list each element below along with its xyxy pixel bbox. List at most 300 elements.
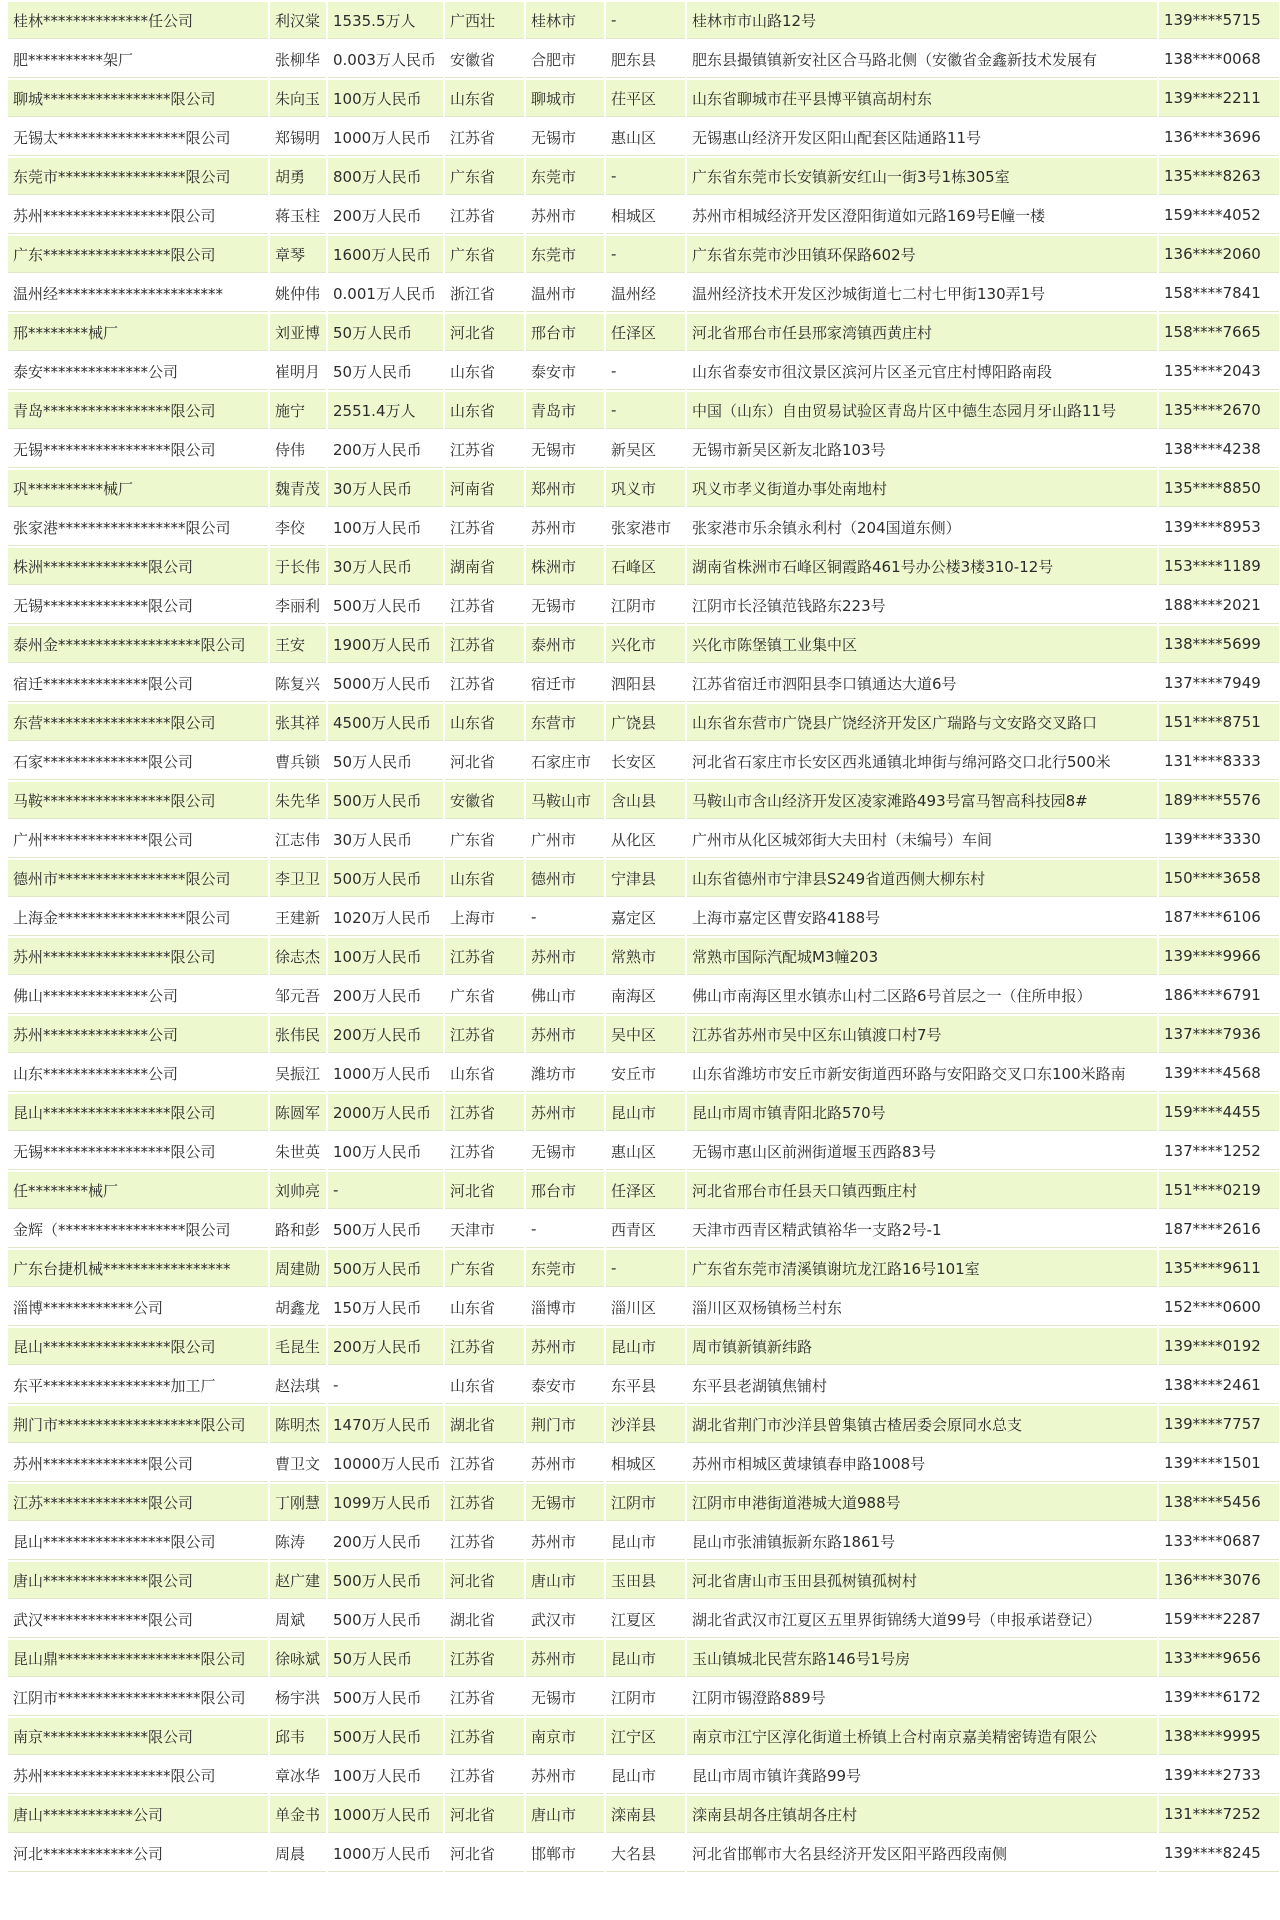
table-row bbox=[8, 41, 1279, 78]
phone-cell: 186****6791 bbox=[1159, 977, 1279, 1014]
province-cell: 山东省 bbox=[445, 80, 524, 117]
district-cell: 昆山市 bbox=[606, 1640, 685, 1677]
registered-capital-cell: 0.001万人民币 bbox=[328, 275, 443, 312]
registered-capital-cell: 30万人民币 bbox=[328, 548, 443, 585]
city-cell: 无锡市 bbox=[526, 431, 604, 468]
legal-rep-cell: 刘帅亮 bbox=[270, 1172, 326, 1209]
company-name-cell: 东营*****************限公司 bbox=[8, 704, 268, 741]
table-row bbox=[8, 1289, 1279, 1326]
table-row bbox=[8, 1796, 1279, 1833]
district-cell: 沙洋县 bbox=[606, 1406, 685, 1443]
city-cell: 无锡市 bbox=[526, 1133, 604, 1170]
table-row bbox=[8, 1562, 1279, 1599]
legal-rep-cell: 胡鑫龙 bbox=[270, 1289, 326, 1326]
city-cell: 苏州市 bbox=[526, 938, 604, 975]
registered-capital-cell: 1600万人民币 bbox=[328, 236, 443, 273]
province-cell: 江苏省 bbox=[445, 626, 524, 663]
phone-cell: 133****9656 bbox=[1159, 1640, 1279, 1677]
company-name-cell: 昆山*****************限公司 bbox=[8, 1094, 268, 1131]
address-cell: 湖南省株洲市石峰区铜霞路461号办公楼3楼310-12号 bbox=[687, 548, 1157, 585]
company-name-cell: 江苏**************限公司 bbox=[8, 1484, 268, 1521]
legal-rep-cell: 朱世英 bbox=[270, 1133, 326, 1170]
district-cell: 大名县 bbox=[606, 1835, 685, 1872]
province-cell: 江苏省 bbox=[445, 1133, 524, 1170]
address-cell: 周市镇新镇新纬路 bbox=[687, 1328, 1157, 1365]
company-name-cell: 广州**************限公司 bbox=[8, 821, 268, 858]
district-cell: 东平县 bbox=[606, 1367, 685, 1404]
registered-capital-cell: 100万人民币 bbox=[328, 80, 443, 117]
district-cell: - bbox=[606, 392, 685, 429]
table-row bbox=[8, 1055, 1279, 1092]
table-row bbox=[8, 899, 1279, 936]
company-name-cell: 南京**************限公司 bbox=[8, 1718, 268, 1755]
registered-capital-cell: 800万人民币 bbox=[328, 158, 443, 195]
legal-rep-cell: 路和彭 bbox=[270, 1211, 326, 1248]
company-name-cell: 桂林**************任公司 bbox=[8, 2, 268, 39]
legal-rep-cell: 邱韦 bbox=[270, 1718, 326, 1755]
legal-rep-cell: 蒋玉柱 bbox=[270, 197, 326, 234]
city-cell: 郑州市 bbox=[526, 470, 604, 507]
city-cell: 淄博市 bbox=[526, 1289, 604, 1326]
phone-cell: 137****1252 bbox=[1159, 1133, 1279, 1170]
phone-cell: 139****0192 bbox=[1159, 1328, 1279, 1365]
phone-cell: 151****8751 bbox=[1159, 704, 1279, 741]
province-cell: 江苏省 bbox=[445, 938, 524, 975]
city-cell: 泰安市 bbox=[526, 1367, 604, 1404]
province-cell: 安徽省 bbox=[445, 41, 524, 78]
registered-capital-cell: 1020万人民币 bbox=[328, 899, 443, 936]
company-name-cell: 昆山*****************限公司 bbox=[8, 1523, 268, 1560]
address-cell: 河北省邢台市任县邢家湾镇西黄庄村 bbox=[687, 314, 1157, 351]
registered-capital-cell: 1000万人民币 bbox=[328, 1796, 443, 1833]
address-cell: 江阴市锡澄路889号 bbox=[687, 1679, 1157, 1716]
province-cell: 广东省 bbox=[445, 1250, 524, 1287]
province-cell: 江苏省 bbox=[445, 1718, 524, 1755]
address-cell: 河北省邯郸市大名县经济开发区阳平路西段南侧 bbox=[687, 1835, 1157, 1872]
table-row bbox=[8, 1016, 1279, 1053]
company-name-cell: 唐山**************限公司 bbox=[8, 1562, 268, 1599]
address-cell: 河北省石家庄市长安区西兆通镇北坤街与绵河路交口北行500米 bbox=[687, 743, 1157, 780]
city-cell: 武汉市 bbox=[526, 1601, 604, 1638]
table-row bbox=[8, 431, 1279, 468]
address-cell: 苏州市相城经济开发区澄阳街道如元路169号E幢一楼 bbox=[687, 197, 1157, 234]
legal-rep-cell: 曹卫文 bbox=[270, 1445, 326, 1482]
table-row bbox=[8, 1133, 1279, 1170]
legal-rep-cell: 赵广建 bbox=[270, 1562, 326, 1599]
district-cell: 任泽区 bbox=[606, 314, 685, 351]
province-cell: 河北省 bbox=[445, 1835, 524, 1872]
table-row bbox=[8, 119, 1279, 156]
province-cell: 江苏省 bbox=[445, 1757, 524, 1794]
city-cell: 聊城市 bbox=[526, 80, 604, 117]
city-cell: 潍坊市 bbox=[526, 1055, 604, 1092]
legal-rep-cell: 陈明杰 bbox=[270, 1406, 326, 1443]
legal-rep-cell: 胡勇 bbox=[270, 158, 326, 195]
phone-cell: 135****2670 bbox=[1159, 392, 1279, 429]
legal-rep-cell: 陈涛 bbox=[270, 1523, 326, 1560]
phone-cell: 139****8245 bbox=[1159, 1835, 1279, 1872]
company-name-cell: 泰安**************公司 bbox=[8, 353, 268, 390]
district-cell: - bbox=[606, 236, 685, 273]
address-cell: 昆山市张浦镇振新东路1861号 bbox=[687, 1523, 1157, 1560]
phone-cell: 136****3076 bbox=[1159, 1562, 1279, 1599]
legal-rep-cell: 朱先华 bbox=[270, 782, 326, 819]
district-cell: 含山县 bbox=[606, 782, 685, 819]
city-cell: 德州市 bbox=[526, 860, 604, 897]
registered-capital-cell: 500万人民币 bbox=[328, 587, 443, 624]
table-row bbox=[8, 743, 1279, 780]
city-cell: 广州市 bbox=[526, 821, 604, 858]
legal-rep-cell: 陈圆军 bbox=[270, 1094, 326, 1131]
city-cell: - bbox=[526, 1211, 604, 1248]
legal-rep-cell: 徐咏斌 bbox=[270, 1640, 326, 1677]
city-cell: 苏州市 bbox=[526, 1328, 604, 1365]
province-cell: 山东省 bbox=[445, 704, 524, 741]
company-name-cell: 张家港*****************限公司 bbox=[8, 509, 268, 546]
legal-rep-cell: 毛昆生 bbox=[270, 1328, 326, 1365]
district-cell: - bbox=[606, 353, 685, 390]
province-cell: 河南省 bbox=[445, 470, 524, 507]
address-cell: 江阴市长泾镇范钱路东223号 bbox=[687, 587, 1157, 624]
province-cell: 河北省 bbox=[445, 1172, 524, 1209]
city-cell: 温州市 bbox=[526, 275, 604, 312]
table-row bbox=[8, 626, 1279, 663]
company-name-cell: 武汉**************限公司 bbox=[8, 1601, 268, 1638]
registered-capital-cell: 1000万人民币 bbox=[328, 119, 443, 156]
legal-rep-cell: 刘亚博 bbox=[270, 314, 326, 351]
company-name-cell: 上海金*****************限公司 bbox=[8, 899, 268, 936]
registered-capital-cell: 500万人民币 bbox=[328, 782, 443, 819]
address-cell: 江苏省宿迁市泗阳县李口镇通达大道6号 bbox=[687, 665, 1157, 702]
company-name-cell: 无锡太*****************限公司 bbox=[8, 119, 268, 156]
registered-capital-cell: 1099万人民币 bbox=[328, 1484, 443, 1521]
registered-capital-cell: 50万人民币 bbox=[328, 314, 443, 351]
company-name-cell: 苏州**************限公司 bbox=[8, 1445, 268, 1482]
city-cell: 宿迁市 bbox=[526, 665, 604, 702]
legal-rep-cell: 利汉棠 bbox=[270, 2, 326, 39]
address-cell: 山东省聊城市茌平县博平镇高胡村东 bbox=[687, 80, 1157, 117]
address-cell: 河北省邢台市任县天口镇西甄庄村 bbox=[687, 1172, 1157, 1209]
legal-rep-cell: 周斌 bbox=[270, 1601, 326, 1638]
table-row bbox=[8, 80, 1279, 117]
legal-rep-cell: 张其祥 bbox=[270, 704, 326, 741]
registered-capital-cell: 2551.4万人 bbox=[328, 392, 443, 429]
company-name-cell: 荆门市*******************限公司 bbox=[8, 1406, 268, 1443]
phone-cell: 189****5576 bbox=[1159, 782, 1279, 819]
address-cell: 淄川区双杨镇杨兰村东 bbox=[687, 1289, 1157, 1326]
province-cell: 天津市 bbox=[445, 1211, 524, 1248]
phone-cell: 139****2211 bbox=[1159, 80, 1279, 117]
address-cell: 张家港市乐余镇永利村（204国道东侧） bbox=[687, 509, 1157, 546]
table-row bbox=[8, 1757, 1279, 1794]
company-table-body bbox=[8, 2, 1279, 1872]
legal-rep-cell: 张柳华 bbox=[270, 41, 326, 78]
city-cell: 无锡市 bbox=[526, 119, 604, 156]
registered-capital-cell: - bbox=[328, 1172, 443, 1209]
address-cell: 河北省唐山市玉田县孤树镇孤树村 bbox=[687, 1562, 1157, 1599]
province-cell: 江苏省 bbox=[445, 587, 524, 624]
province-cell: 广西壮 bbox=[445, 2, 524, 39]
address-cell: 巩义市孝义街道办事处南地村 bbox=[687, 470, 1157, 507]
address-cell: 广东省东莞市长安镇新安红山一街3号1栋305室 bbox=[687, 158, 1157, 195]
city-cell: 唐山市 bbox=[526, 1796, 604, 1833]
legal-rep-cell: 丁刚慧 bbox=[270, 1484, 326, 1521]
legal-rep-cell: 王建新 bbox=[270, 899, 326, 936]
legal-rep-cell: 周建勋 bbox=[270, 1250, 326, 1287]
phone-cell: 139****5715 bbox=[1159, 2, 1279, 39]
address-cell: 山东省东营市广饶县广饶经济开发区广瑞路与文安路交叉路口 bbox=[687, 704, 1157, 741]
address-cell: 山东省潍坊市安丘市新安街道西环路与安阳路交叉口东100米路南 bbox=[687, 1055, 1157, 1092]
registered-capital-cell: 1535.5万人 bbox=[328, 2, 443, 39]
province-cell: 江苏省 bbox=[445, 509, 524, 546]
district-cell: 相城区 bbox=[606, 197, 685, 234]
district-cell: 嘉定区 bbox=[606, 899, 685, 936]
table-row bbox=[8, 1367, 1279, 1404]
city-cell: 荆门市 bbox=[526, 1406, 604, 1443]
city-cell: 苏州市 bbox=[526, 197, 604, 234]
table-row bbox=[8, 1094, 1279, 1131]
phone-cell: 139****9966 bbox=[1159, 938, 1279, 975]
company-name-cell: 邢********械厂 bbox=[8, 314, 268, 351]
phone-cell: 135****2043 bbox=[1159, 353, 1279, 390]
address-cell: 江苏省苏州市吴中区东山镇渡口村7号 bbox=[687, 1016, 1157, 1053]
company-name-cell: 唐山************公司 bbox=[8, 1796, 268, 1833]
company-name-cell: 马鞍*****************限公司 bbox=[8, 782, 268, 819]
city-cell: 苏州市 bbox=[526, 1094, 604, 1131]
district-cell: 西青区 bbox=[606, 1211, 685, 1248]
phone-cell: 138****2461 bbox=[1159, 1367, 1279, 1404]
city-cell: 苏州市 bbox=[526, 1445, 604, 1482]
phone-cell: 159****4052 bbox=[1159, 197, 1279, 234]
registered-capital-cell: 0.003万人民币 bbox=[328, 41, 443, 78]
province-cell: 江苏省 bbox=[445, 1094, 524, 1131]
registered-capital-cell: 100万人民币 bbox=[328, 938, 443, 975]
province-cell: 江苏省 bbox=[445, 1016, 524, 1053]
province-cell: 江苏省 bbox=[445, 1640, 524, 1677]
address-cell: 广东省东莞市沙田镇环保路602号 bbox=[687, 236, 1157, 273]
table-row bbox=[8, 938, 1279, 975]
registered-capital-cell: 200万人民币 bbox=[328, 1328, 443, 1365]
city-cell: 无锡市 bbox=[526, 587, 604, 624]
address-cell: 中国（山东）自由贸易试验区青岛片区中德生态园月牙山路11号 bbox=[687, 392, 1157, 429]
address-cell: 湖北省武汉市江夏区五里界街锦绣大道99号（申报承诺登记） bbox=[687, 1601, 1157, 1638]
district-cell: 广饶县 bbox=[606, 704, 685, 741]
company-name-cell: 东平*****************加工厂 bbox=[8, 1367, 268, 1404]
city-cell: 泰州市 bbox=[526, 626, 604, 663]
address-cell: 昆山市周市镇许龚路99号 bbox=[687, 1757, 1157, 1794]
registered-capital-cell: 200万人民币 bbox=[328, 1523, 443, 1560]
province-cell: 山东省 bbox=[445, 1367, 524, 1404]
phone-cell: 158****7665 bbox=[1159, 314, 1279, 351]
address-cell: 滦南县胡各庄镇胡各庄村 bbox=[687, 1796, 1157, 1833]
phone-cell: 135****9611 bbox=[1159, 1250, 1279, 1287]
district-cell: 茌平区 bbox=[606, 80, 685, 117]
city-cell: 桂林市 bbox=[526, 2, 604, 39]
phone-cell: 159****2287 bbox=[1159, 1601, 1279, 1638]
district-cell: 常熟市 bbox=[606, 938, 685, 975]
table-row bbox=[8, 1406, 1279, 1443]
city-cell: 邢台市 bbox=[526, 1172, 604, 1209]
district-cell: 江阴市 bbox=[606, 1484, 685, 1521]
table-row bbox=[8, 548, 1279, 585]
city-cell: 苏州市 bbox=[526, 1523, 604, 1560]
table-row bbox=[8, 1484, 1279, 1521]
district-cell: 江夏区 bbox=[606, 1601, 685, 1638]
company-name-cell: 苏州*****************限公司 bbox=[8, 1757, 268, 1794]
table-row bbox=[8, 1328, 1279, 1365]
table-row bbox=[8, 1172, 1279, 1209]
district-cell: - bbox=[606, 1250, 685, 1287]
district-cell: 昆山市 bbox=[606, 1328, 685, 1365]
table-row bbox=[8, 587, 1279, 624]
city-cell: 东莞市 bbox=[526, 158, 604, 195]
phone-cell: 150****3658 bbox=[1159, 860, 1279, 897]
registered-capital-cell: 500万人民币 bbox=[328, 860, 443, 897]
registered-capital-cell: 200万人民币 bbox=[328, 977, 443, 1014]
phone-cell: 136****3696 bbox=[1159, 119, 1279, 156]
address-cell: 广州市从化区城郊街大夫田村（未编号）车间 bbox=[687, 821, 1157, 858]
company-name-cell: 巩**********械厂 bbox=[8, 470, 268, 507]
registered-capital-cell: 500万人民币 bbox=[328, 1679, 443, 1716]
table-row bbox=[8, 1718, 1279, 1755]
district-cell: 惠山区 bbox=[606, 1133, 685, 1170]
registered-capital-cell: 1470万人民币 bbox=[328, 1406, 443, 1443]
company-name-cell: 山东**************公司 bbox=[8, 1055, 268, 1092]
city-cell: 苏州市 bbox=[526, 1757, 604, 1794]
table-row bbox=[8, 509, 1279, 546]
company-name-cell: 肥**********架厂 bbox=[8, 41, 268, 78]
district-cell: 石峰区 bbox=[606, 548, 685, 585]
registered-capital-cell: 50万人民币 bbox=[328, 1640, 443, 1677]
table-row bbox=[8, 782, 1279, 819]
city-cell: 唐山市 bbox=[526, 1562, 604, 1599]
table-row bbox=[8, 1250, 1279, 1287]
registered-capital-cell: 30万人民币 bbox=[328, 470, 443, 507]
city-cell: 无锡市 bbox=[526, 1679, 604, 1716]
province-cell: 山东省 bbox=[445, 353, 524, 390]
legal-rep-cell: 邹元吾 bbox=[270, 977, 326, 1014]
district-cell: 江阴市 bbox=[606, 587, 685, 624]
company-name-cell: 无锡*****************限公司 bbox=[8, 431, 268, 468]
address-cell: 兴化市陈堡镇工业集中区 bbox=[687, 626, 1157, 663]
phone-cell: 137****7936 bbox=[1159, 1016, 1279, 1053]
phone-cell: 139****6172 bbox=[1159, 1679, 1279, 1716]
city-cell: 苏州市 bbox=[526, 1640, 604, 1677]
district-cell: 新吴区 bbox=[606, 431, 685, 468]
registered-capital-cell: 5000万人民币 bbox=[328, 665, 443, 702]
phone-cell: 131****7252 bbox=[1159, 1796, 1279, 1833]
district-cell: 安丘市 bbox=[606, 1055, 685, 1092]
district-cell: 南海区 bbox=[606, 977, 685, 1014]
table-row bbox=[8, 1835, 1279, 1872]
table-row bbox=[8, 158, 1279, 195]
city-cell: 苏州市 bbox=[526, 1016, 604, 1053]
address-cell: 玉山镇城北民营东路146号1号房 bbox=[687, 1640, 1157, 1677]
company-name-cell: 株洲**************限公司 bbox=[8, 548, 268, 585]
phone-cell: 138****5699 bbox=[1159, 626, 1279, 663]
province-cell: 广东省 bbox=[445, 977, 524, 1014]
company-name-cell: 东莞市*****************限公司 bbox=[8, 158, 268, 195]
phone-cell: 138****0068 bbox=[1159, 41, 1279, 78]
phone-cell: 158****7841 bbox=[1159, 275, 1279, 312]
legal-rep-cell: 徐志杰 bbox=[270, 938, 326, 975]
legal-rep-cell: 杨宇洪 bbox=[270, 1679, 326, 1716]
province-cell: 江苏省 bbox=[445, 1445, 524, 1482]
province-cell: 河北省 bbox=[445, 743, 524, 780]
address-cell: 广东省东莞市清溪镇谢坑龙江路16号101室 bbox=[687, 1250, 1157, 1287]
table-row bbox=[8, 353, 1279, 390]
district-cell: 泗阳县 bbox=[606, 665, 685, 702]
address-cell: 山东省泰安市徂汶景区滨河片区圣元官庄村博阳路南段 bbox=[687, 353, 1157, 390]
phone-cell: 153****1189 bbox=[1159, 548, 1279, 585]
phone-cell: 139****3330 bbox=[1159, 821, 1279, 858]
company-name-cell: 佛山**************公司 bbox=[8, 977, 268, 1014]
address-cell: 佛山市南海区里水镇赤山村二区路6号首层之一（住所申报） bbox=[687, 977, 1157, 1014]
company-name-cell: 德州市*****************限公司 bbox=[8, 860, 268, 897]
phone-cell: 139****1501 bbox=[1159, 1445, 1279, 1482]
address-cell: 东平县老湖镇焦铺村 bbox=[687, 1367, 1157, 1404]
legal-rep-cell: 朱向玉 bbox=[270, 80, 326, 117]
legal-rep-cell: 于长伟 bbox=[270, 548, 326, 585]
registered-capital-cell: 200万人民币 bbox=[328, 431, 443, 468]
legal-rep-cell: 李卫卫 bbox=[270, 860, 326, 897]
registered-capital-cell: 100万人民币 bbox=[328, 1757, 443, 1794]
city-cell: 南京市 bbox=[526, 1718, 604, 1755]
legal-rep-cell: 吴振江 bbox=[270, 1055, 326, 1092]
address-cell: 肥东县撮镇镇新安社区合马路北侧（安徽省金鑫新技术发展有 bbox=[687, 41, 1157, 78]
district-cell: 昆山市 bbox=[606, 1523, 685, 1560]
registered-capital-cell: 100万人民币 bbox=[328, 509, 443, 546]
district-cell: 江宁区 bbox=[606, 1718, 685, 1755]
company-name-cell: 泰州金*******************限公司 bbox=[8, 626, 268, 663]
address-cell: 昆山市周市镇青阳北路570号 bbox=[687, 1094, 1157, 1131]
city-cell: 泰安市 bbox=[526, 353, 604, 390]
table-row bbox=[8, 1523, 1279, 1560]
province-cell: 湖南省 bbox=[445, 548, 524, 585]
legal-rep-cell: 张伟民 bbox=[270, 1016, 326, 1053]
registered-capital-cell: 1900万人民币 bbox=[328, 626, 443, 663]
table-row bbox=[8, 1211, 1279, 1248]
registered-capital-cell: 100万人民币 bbox=[328, 1133, 443, 1170]
city-cell: 合肥市 bbox=[526, 41, 604, 78]
company-name-cell: 无锡**************限公司 bbox=[8, 587, 268, 624]
district-cell: 相城区 bbox=[606, 1445, 685, 1482]
district-cell: 长安区 bbox=[606, 743, 685, 780]
legal-rep-cell: 魏青茂 bbox=[270, 470, 326, 507]
province-cell: 湖北省 bbox=[445, 1601, 524, 1638]
registered-capital-cell: 200万人民币 bbox=[328, 1016, 443, 1053]
registered-capital-cell: 50万人民币 bbox=[328, 743, 443, 780]
province-cell: 江苏省 bbox=[445, 197, 524, 234]
city-cell: 株洲市 bbox=[526, 548, 604, 585]
registered-capital-cell: 500万人民币 bbox=[328, 1211, 443, 1248]
company-name-cell: 聊城*****************限公司 bbox=[8, 80, 268, 117]
district-cell: 兴化市 bbox=[606, 626, 685, 663]
province-cell: 山东省 bbox=[445, 1289, 524, 1326]
company-name-cell: 青岛*****************限公司 bbox=[8, 392, 268, 429]
phone-cell: 159****4455 bbox=[1159, 1094, 1279, 1131]
phone-cell: 138****5456 bbox=[1159, 1484, 1279, 1521]
legal-rep-cell: 江志伟 bbox=[270, 821, 326, 858]
address-cell: 无锡市新吴区新友北路103号 bbox=[687, 431, 1157, 468]
city-cell: 石家庄市 bbox=[526, 743, 604, 780]
company-name-cell: 石家**************限公司 bbox=[8, 743, 268, 780]
city-cell: 东莞市 bbox=[526, 236, 604, 273]
phone-cell: 133****0687 bbox=[1159, 1523, 1279, 1560]
table-row bbox=[8, 314, 1279, 351]
address-cell: 山东省德州市宁津县S249省道西侧大柳东村 bbox=[687, 860, 1157, 897]
company-table bbox=[6, 0, 1280, 1874]
